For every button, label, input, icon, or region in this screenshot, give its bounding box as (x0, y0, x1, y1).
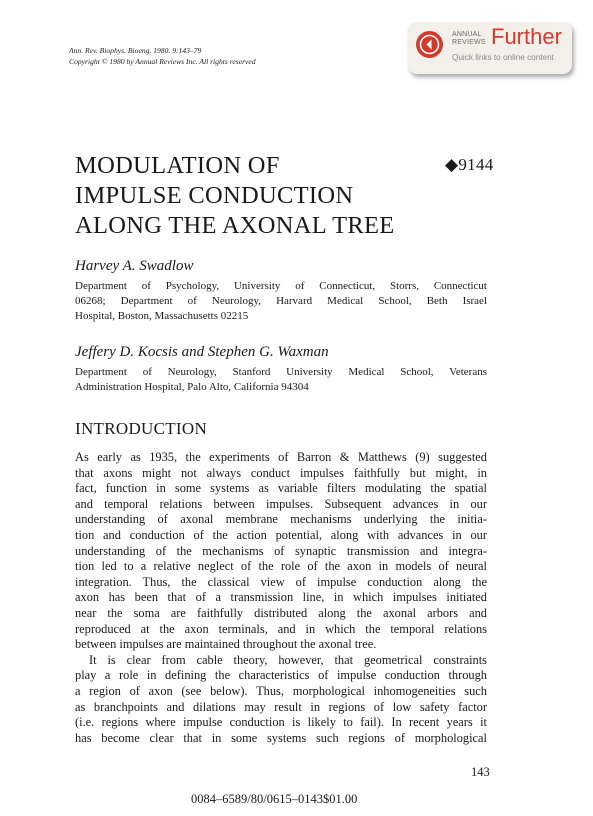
body-line: fact, function in some systems as variable filters modulating the spatial (75, 481, 487, 496)
article-title (75, 151, 395, 241)
affiliation (75, 365, 487, 395)
body-line: understanding of the mechanisms of synaptic transmission and integra- (75, 543, 487, 558)
page-number: 143 (471, 765, 490, 779)
title-line: MODULATION OF (75, 152, 280, 179)
publication-code: 0084–6589/80/0615–0143$01.00 (191, 792, 358, 806)
body-line: near the soma are faithfully distributed along the axonal arbors and (75, 605, 487, 620)
body-line: a region of axon (see below). Thus, morphological inhomogeneities such (75, 683, 487, 698)
body-line: play a role in defining the characteristics of impulse conduction through (75, 668, 487, 683)
section-heading: INTRODUCTION (75, 419, 208, 438)
body-line: (i.e. regions where impulse conduction is likely to fail). In recent years it (75, 715, 487, 730)
body-line: It is clear from cable theory, however, that geometrical constraints (89, 652, 487, 667)
copyright-line: Copyright © 1980 by Annual Reviews Inc. All rights reserved (69, 57, 256, 66)
body-line: reproduced at the axon terminals, and in which the temporal relations (75, 621, 487, 636)
body-text (75, 450, 487, 746)
citation-line: Ann. Rev. Biophys. Bioeng. 1980. 9:143–79 (69, 46, 202, 55)
body-line: integration. Thus, the classical view of impulse conduction along the (75, 574, 487, 589)
annual-reviews-label (452, 31, 486, 47)
title-line: IMPULSE CONDUCTION (75, 182, 354, 209)
title-line: ALONG THE AXONAL TREE (75, 212, 395, 239)
annual-label-line: ANNUAL (452, 31, 482, 38)
journal-citation (69, 45, 256, 67)
author-names: Jeffery D. Kocsis and Stephen G. Waxman (75, 344, 329, 360)
reviews-label-line: REVIEWS (452, 39, 486, 46)
affiliation-line: Hospital, Boston, Massachusetts 02215 (75, 310, 249, 322)
body-line: axon has been that of a transmission line, in which impulses initiated (75, 590, 487, 605)
further-label: Further (491, 24, 562, 49)
affiliation (75, 279, 487, 324)
affiliation-line: Administration Hospital, Palo Alto, California 94304 (75, 381, 309, 393)
body-line: that axons might not always conduct impulses faithfully but might, in (75, 465, 487, 480)
affiliation-line: Department of Psychology, University of Connecticut, Storrs, Connecticut (75, 280, 487, 292)
body-line: as branchpoints and dilations may result in regions of low safety factor (75, 699, 487, 714)
body-line: and temporal relations between impulses. Subsequent advances in our (75, 496, 487, 511)
circle-arrow-left-icon (416, 31, 443, 58)
author-name: Harvey A. Swadlow (75, 258, 194, 274)
body-line: tion led to a relative neglect of the role of the axon in models of neural (75, 559, 487, 574)
body-line: has become clear that in some systems such regions of morphological (75, 730, 487, 745)
affiliation-line: Department of Neurology, Stanford University Medical School, Veterans (75, 366, 487, 378)
article-id: ◆9144 (445, 155, 494, 174)
body-line: understanding of axonal membrane mechanisms underlying the initia- (75, 512, 487, 527)
banner-tagline: Quick links to online content (452, 53, 554, 62)
body-line: between impulses are maintained throughout the axonal tree. (75, 637, 377, 652)
further-banner[interactable] (408, 22, 572, 74)
body-line: tion and conduction of the action potential, along with advances in our (75, 527, 487, 542)
body-line: As early as 1935, the experiments of Barron & Matthews (9) suggested (75, 450, 487, 464)
affiliation-line: 06268; Department of Neurology, Harvard Medical School, Beth Israel (75, 295, 487, 307)
